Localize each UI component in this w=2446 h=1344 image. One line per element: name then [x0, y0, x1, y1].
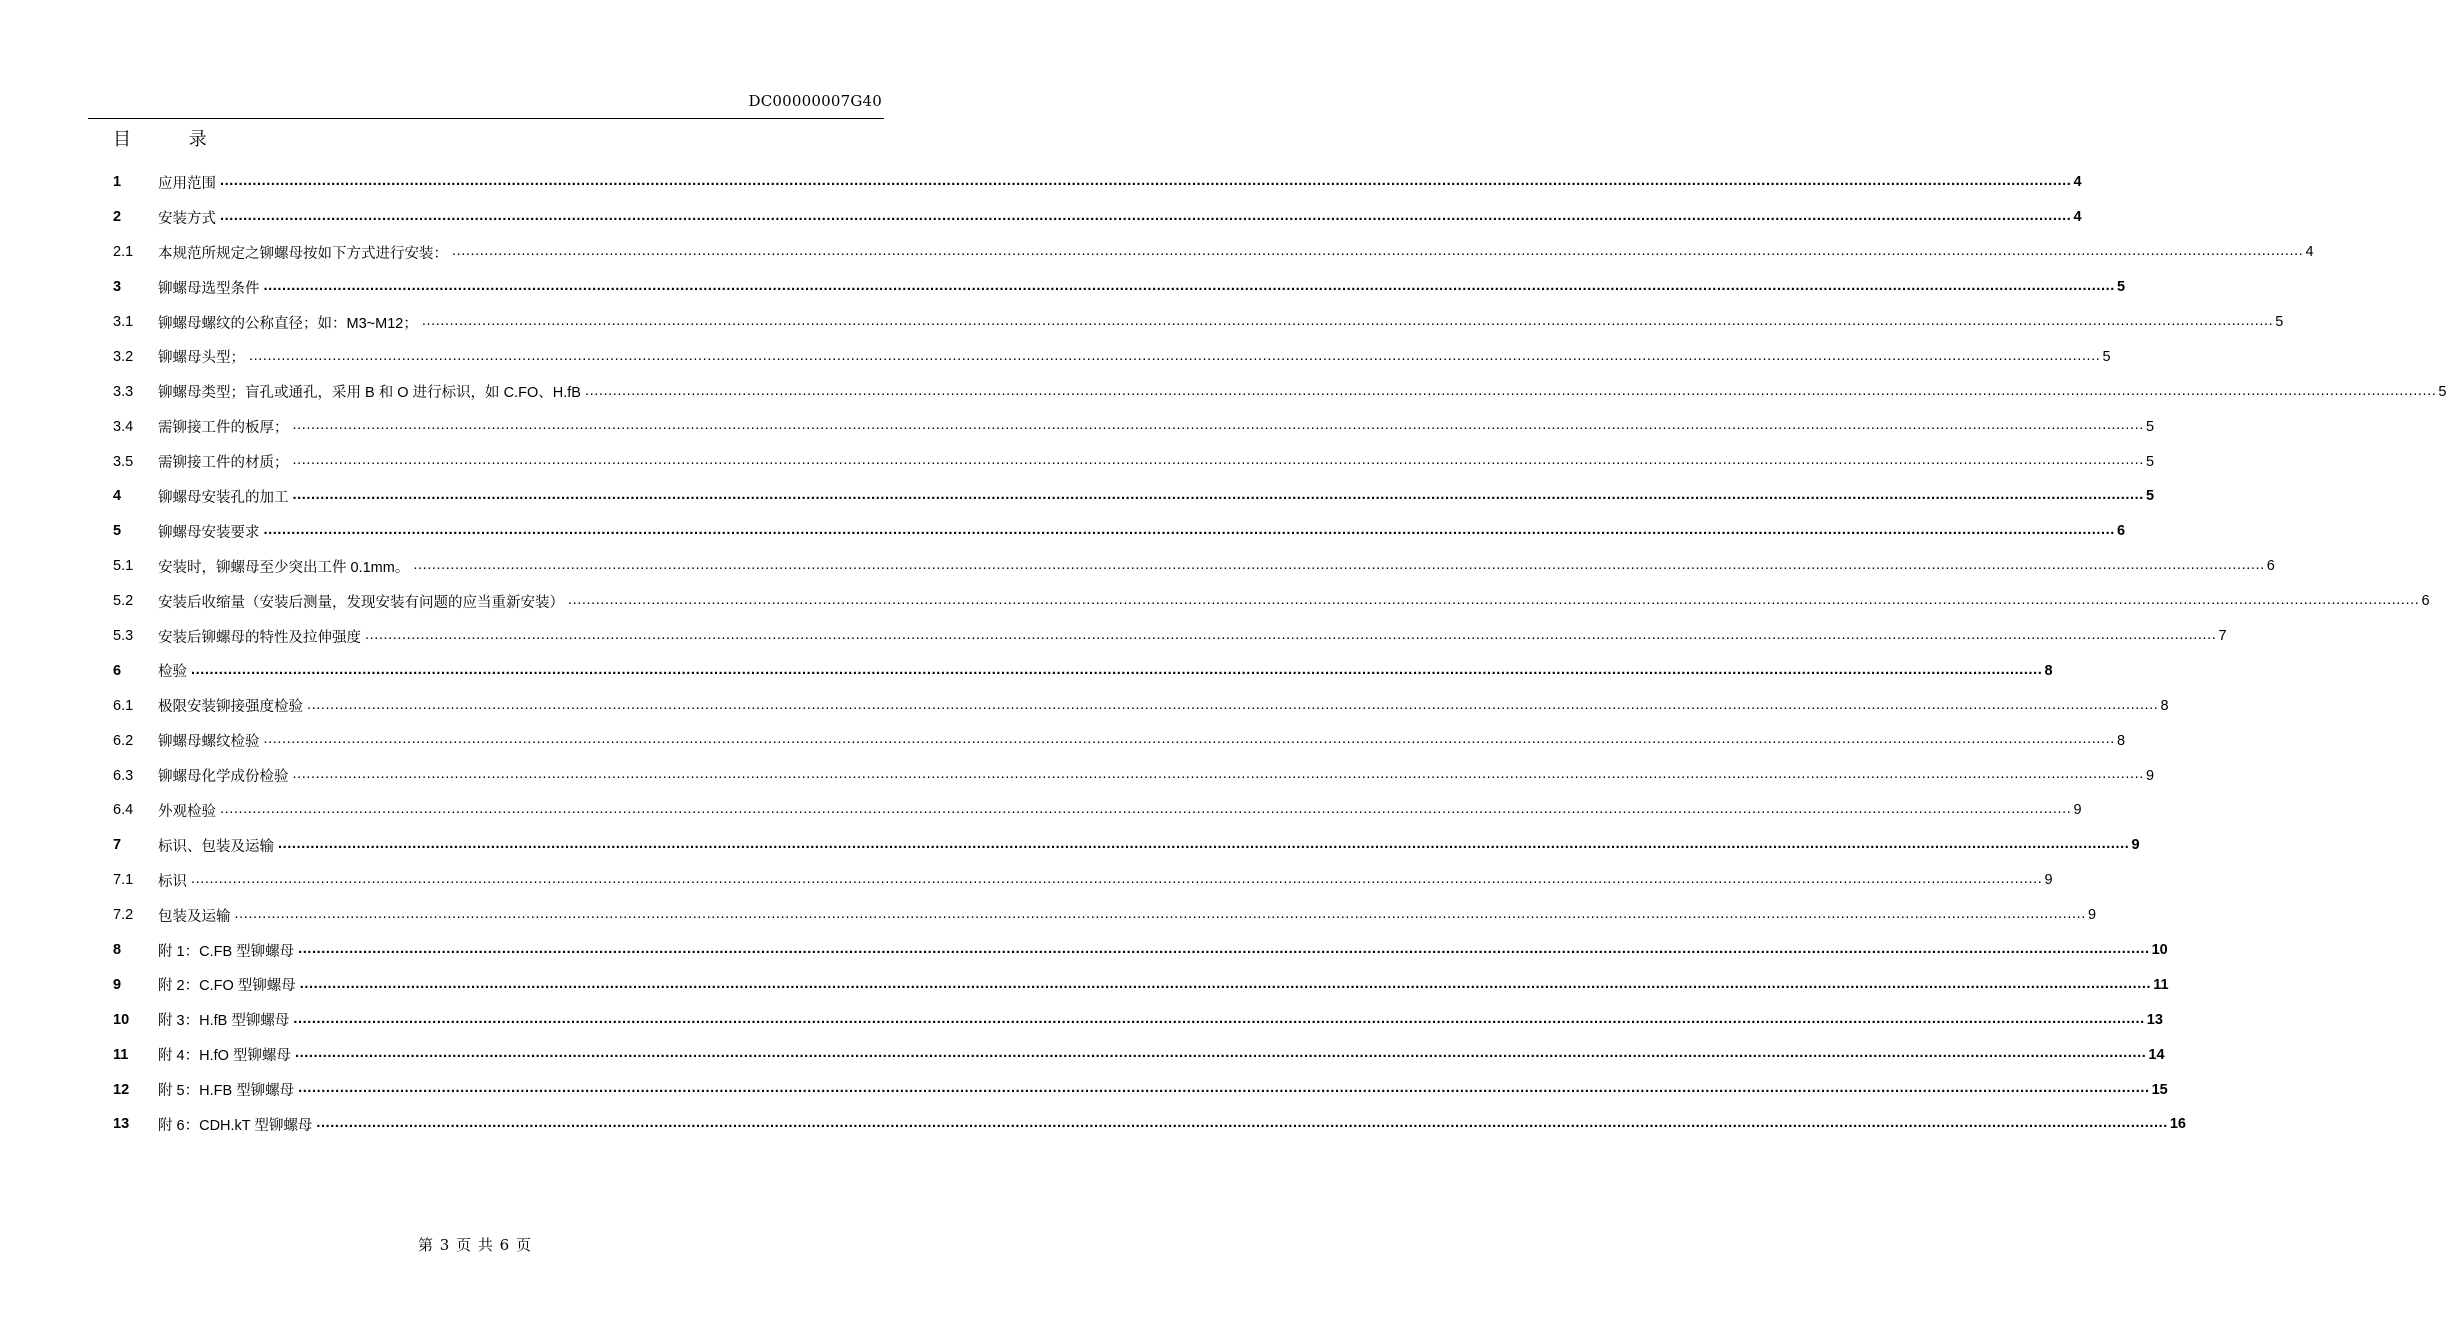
toc-dot-leader: ................................................................................................................................................................................................................................................................................................................................................................................................................ — [292, 487, 2144, 504]
toc-dot-leader: ................................................................................................................................................................................................................................................................................................................................................................................................................ — [263, 522, 2115, 539]
toc-entry-title: 铆螺母安装要求 — [158, 524, 260, 541]
toc-entry[interactable] — [113, 619, 2227, 654]
toc-entry[interactable] — [113, 723, 2126, 758]
toc-entry-page: 5 — [2145, 488, 2155, 505]
toc-entry-number: 6.3 — [113, 767, 134, 784]
toc-entry-title: 附 4：H.fO 型铆螺母 — [158, 1048, 291, 1065]
toc-entry[interactable] — [113, 549, 2275, 584]
toc-entry-page: 15 — [2151, 1081, 2168, 1098]
toc-entry-page: 8 — [2044, 662, 2053, 679]
toc-entry-page: 4 — [2073, 209, 2082, 226]
toc-entry-number: 11 — [113, 1046, 129, 1063]
toc-entry[interactable] — [113, 374, 2446, 409]
toc-entry-page: 6 — [2116, 523, 2126, 540]
toc-entry-title: 需铆接工件的材质； — [158, 455, 289, 472]
toc-entry-title: 铆螺母类型；盲孔或通孔，采用 B 和 O 进行标识，如 C.FO、H.fB — [158, 385, 581, 402]
toc-entry[interactable] — [113, 305, 2284, 340]
toc-entry-number: 4 — [113, 488, 122, 505]
toc-entry-page: 9 — [2087, 907, 2097, 924]
toc-dot-leader: ................................................................................................................................................................................................................................................................................................................................................................................................................ — [191, 871, 2043, 887]
toc-entry-title: 铆螺母安装孔的加工 — [158, 489, 289, 506]
toc-dot-leader: ................................................................................................................................................................................................................................................................................................................................................................................................................ — [299, 975, 2152, 992]
toc-entry-page: 8 — [2160, 697, 2169, 714]
toc-entry-title: 附 1：C.FB 型铆螺母 — [158, 943, 295, 960]
toc-entry-number: 5.3 — [113, 628, 134, 645]
toc-dot-leader: ................................................................................................................................................................................................................................................................................................................................................................................................................ — [413, 556, 2265, 573]
toc-entry-number: 5.2 — [113, 593, 134, 610]
toc-entry[interactable] — [113, 1037, 2165, 1072]
toc-entry-number: 1 — [113, 174, 122, 191]
toc-entry[interactable] — [113, 514, 2126, 549]
toc-entry-number: 5 — [113, 523, 122, 540]
toc-entry-title: 附 3：H.fB 型铆螺母 — [158, 1013, 290, 1030]
toc-dot-leader: ................................................................................................................................................................................................................................................................................................................................................................................................................ — [584, 382, 2437, 399]
toc-dot-leader: ................................................................................................................................................................................................................................................................................................................................................................................................................ — [292, 766, 2144, 783]
header-rule — [88, 118, 884, 119]
toc-entry-number: 8 — [113, 942, 122, 959]
toc-entry-number: 13 — [113, 1116, 130, 1133]
toc-entry-title: 外观检验 — [158, 803, 216, 820]
toc-entry-title: 标识、包装及运输 — [158, 838, 274, 855]
toc-dot-leader: ................................................................................................................................................................................................................................................................................................................................................................................................................ — [278, 836, 2130, 853]
toc-entry-number: 7.1 — [113, 872, 134, 889]
toc-entry-title: 标识 — [158, 873, 187, 890]
toc-entry[interactable] — [113, 863, 2053, 898]
toc-entry-page: 5 — [2116, 279, 2126, 296]
toc-entry-page: 5 — [2145, 418, 2155, 435]
toc-entry-number: 12 — [113, 1081, 130, 1098]
toc-entry[interactable] — [113, 898, 2097, 933]
toc-dot-leader: ................................................................................................................................................................................................................................................................................................................................................................................................................ — [293, 1010, 2145, 1027]
toc-dot-leader: ................................................................................................................................................................................................................................................................................................................................................................................................................ — [298, 940, 2150, 957]
toc-entry[interactable] — [113, 479, 2155, 514]
toc-entry[interactable] — [113, 828, 2140, 863]
toc-dot-leader: ................................................................................................................................................................................................................................................................................................................................................................................................................ — [263, 731, 2115, 748]
toc-entry-page: 11 — [2153, 976, 2169, 993]
toc-entry-number: 3.1 — [113, 314, 134, 330]
toc-entry[interactable] — [113, 584, 2430, 619]
toc-entry-page: 5 — [2102, 348, 2111, 365]
toc-entry-number: 6.2 — [113, 732, 134, 749]
toc-entry-page: 4 — [2305, 244, 2314, 261]
toc-dot-leader: ................................................................................................................................................................................................................................................................................................................................................................................................................ — [220, 801, 2072, 818]
toc-dot-leader: ................................................................................................................................................................................................................................................................................................................................................................................................................ — [263, 277, 2115, 294]
toc-entry[interactable] — [113, 793, 2082, 828]
toc-entry-page: 5 — [2438, 383, 2446, 400]
toc-dot-leader: ................................................................................................................................................................................................................................................................................................................................................................................................................ — [452, 242, 2304, 259]
toc-title: 目 录 — [113, 129, 233, 150]
toc-dot-leader: ................................................................................................................................................................................................................................................................................................................................................................................................................ — [316, 1115, 2168, 1132]
toc-entry-number: 10 — [113, 1011, 130, 1028]
toc-entry-page: 14 — [2148, 1046, 2165, 1063]
toc-entry-number: 7 — [113, 837, 122, 854]
toc-entry-title: 铆螺母头型； — [158, 350, 245, 367]
toc-entry-page: 13 — [2146, 1011, 2163, 1028]
toc-entry-number: 3 — [113, 279, 122, 296]
toc-entry-number: 7.2 — [113, 907, 134, 924]
toc-dot-leader: ................................................................................................................................................................................................................................................................................................................................................................................................................ — [365, 626, 2217, 643]
toc-dot-leader: ................................................................................................................................................................................................................................................................................................................................................................................................................ — [294, 1045, 2147, 1062]
toc-entry-page: 16 — [2169, 1116, 2186, 1133]
toc-entry-page: 9 — [2044, 872, 2053, 889]
toc-entry-title: 铆螺母选型条件 — [158, 280, 260, 297]
toc-entry[interactable] — [113, 967, 2169, 1002]
toc-entry-number: 2.1 — [113, 244, 134, 261]
toc-entry[interactable] — [113, 270, 2126, 305]
toc-entry-title: 安装时，铆螺母至少突出工件 0.1mm。 — [158, 559, 410, 576]
toc-entry-title: 本规范所规定之铆螺母按如下方式进行安装： — [158, 245, 448, 262]
toc-entry-title: 安装后收缩量（安装后测量，发现安装有问题的应当重新安装） — [158, 594, 564, 611]
toc-entry-title: 安装方式 — [158, 210, 216, 227]
toc-entry-page: 5 — [2275, 314, 2284, 330]
table-of-contents — [113, 165, 2446, 1142]
toc-entry-page: 6 — [2266, 558, 2275, 575]
toc-entry-title: 检验 — [158, 664, 187, 681]
toc-entry[interactable] — [113, 758, 2155, 793]
toc-entry-page: 8 — [2116, 732, 2126, 749]
toc-entry-title: 铆螺母螺纹检验 — [158, 734, 260, 751]
toc-entry-title: 极限安装铆接强度检验 — [158, 699, 303, 716]
toc-entry-title: 附 6：CDH.kT 型铆螺母 — [158, 1117, 313, 1134]
toc-dot-leader: ................................................................................................................................................................................................................................................................................................................................................................................................................ — [220, 208, 2072, 225]
toc-dot-leader: ................................................................................................................................................................................................................................................................................................................................................................................................................ — [249, 347, 2101, 364]
toc-entry-title: 安装后铆螺母的特性及拉伸强度 — [158, 629, 361, 646]
toc-entry[interactable] — [113, 444, 2155, 479]
toc-entry[interactable] — [113, 165, 2082, 200]
toc-entry-number: 3.3 — [113, 383, 134, 400]
toc-entry-number: 3.2 — [113, 348, 134, 365]
toc-dot-leader: ................................................................................................................................................................................................................................................................................................................................................................................................................ — [298, 1080, 2150, 1097]
document-code: DC00000007G40 — [748, 92, 882, 110]
toc-entry-title: 铆螺母螺纹的公称直径；如：M3~M12； — [158, 315, 418, 332]
toc-dot-leader: ................................................................................................................................................................................................................................................................................................................................................................................................................ — [220, 173, 2072, 190]
toc-entry-page: 9 — [2131, 837, 2140, 854]
toc-entry-number: 6.4 — [113, 802, 134, 819]
toc-entry-number: 3.4 — [113, 418, 134, 435]
toc-entry-title: 需铆接工件的板厚； — [158, 420, 289, 437]
toc-entry-number: 6.1 — [113, 697, 134, 714]
toc-entry[interactable] — [113, 653, 2053, 688]
toc-entry[interactable] — [113, 409, 2155, 444]
toc-entry-page: 6 — [2421, 593, 2430, 610]
toc-entry-page: 9 — [2073, 802, 2082, 819]
toc-entry[interactable] — [113, 1002, 2163, 1037]
toc-entry[interactable] — [113, 933, 2168, 968]
toc-entry-page: 10 — [2151, 942, 2168, 959]
toc-entry-title: 附 5：H.FB 型铆螺母 — [158, 1083, 295, 1100]
toc-entry-page: 4 — [2073, 174, 2082, 191]
toc-dot-leader: ................................................................................................................................................................................................................................................................................................................................................................................................................ — [307, 696, 2159, 713]
toc-entry-title: 铆螺母化学成份检验 — [158, 769, 289, 786]
toc-entry[interactable] — [113, 235, 2314, 270]
toc-entry-number: 6 — [113, 662, 122, 679]
toc-entry-number: 9 — [113, 976, 122, 993]
toc-dot-leader: ................................................................................................................................................................................................................................................................................................................................................................................................................ — [568, 591, 2420, 608]
toc-entry[interactable] — [113, 688, 2169, 723]
toc-entry-title: 附 2：C.FO 型铆螺母 — [158, 978, 296, 995]
toc-entry-title: 包装及运输 — [158, 908, 231, 925]
toc-entry-page: 9 — [2145, 767, 2155, 784]
toc-entry-number: 5.1 — [113, 558, 134, 575]
toc-dot-leader: ................................................................................................................................................................................................................................................................................................................................................................................................................ — [234, 905, 2086, 922]
toc-entry[interactable] — [113, 1107, 2186, 1142]
page-footer: 第 3 页 共 6 页 — [418, 1236, 532, 1254]
toc-entry-number: 3.5 — [113, 453, 134, 470]
toc-entry[interactable] — [113, 200, 2082, 235]
toc-dot-leader: ................................................................................................................................................................................................................................................................................................................................................................................................................ — [421, 312, 2274, 329]
toc-entry-number: 2 — [113, 209, 122, 226]
toc-dot-leader: ................................................................................................................................................................................................................................................................................................................................................................................................................ — [292, 417, 2144, 434]
toc-entry[interactable] — [113, 1072, 2168, 1107]
toc-dot-leader: ................................................................................................................................................................................................................................................................................................................................................................................................................ — [191, 661, 2043, 678]
toc-dot-leader: ................................................................................................................................................................................................................................................................................................................................................................................................................ — [292, 452, 2144, 469]
toc-entry-page: 5 — [2145, 453, 2155, 470]
toc-entry-page: 7 — [2218, 628, 2227, 645]
toc-entry-title: 应用范围 — [158, 175, 216, 192]
toc-entry[interactable] — [113, 339, 2111, 374]
